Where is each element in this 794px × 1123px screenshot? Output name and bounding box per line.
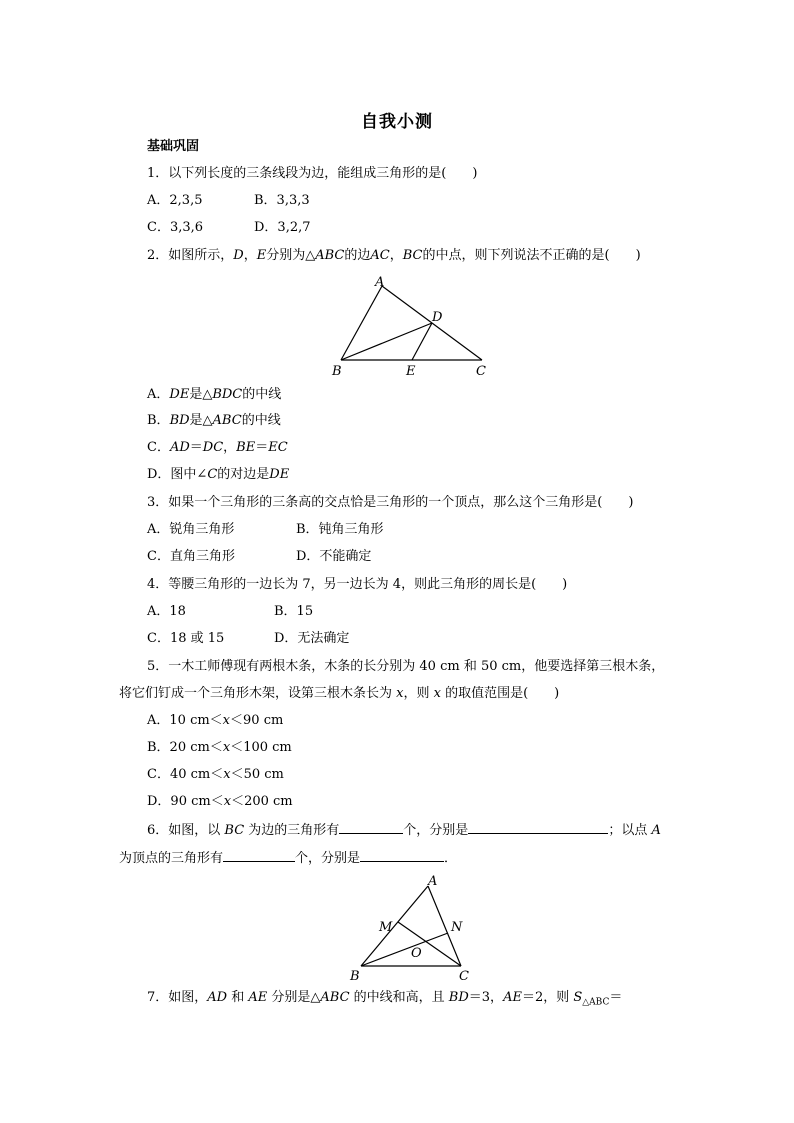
q4-option-a: A．18: [147, 604, 186, 619]
page-title: 自我小测: [361, 112, 433, 132]
section-heading: 基础巩固: [147, 139, 200, 154]
q1-option-b: B．3,3,3: [254, 193, 310, 208]
q4-option-d: D．无法确定: [274, 631, 350, 646]
q1-option-a: A．2,3,5: [147, 193, 203, 208]
q7-stem: 7．如图，AD 和 AE 分别是△ABC 的中线和高，且 BD＝3，AE＝2，则 $S_{\triangle ABC}=$: [147, 990, 623, 1008]
q2-option-b: B．BD是△ABC的中线: [147, 413, 281, 428]
label-n: N: [451, 920, 463, 935]
q3-option-d: D．不能确定: [296, 549, 372, 564]
segment-ab: [341, 286, 382, 360]
q4-option-b: B．15: [274, 604, 314, 619]
q2-option-d: D．图中∠C的对边是DE: [147, 467, 290, 482]
q5-option-b: B．20 cm＜x＜100 cm: [147, 740, 292, 755]
triangle-mno-figure: [345, 872, 480, 984]
q6-blank-3[interactable]: [223, 848, 295, 862]
q5-option-c: C．40 cm＜x＜50 cm: [147, 767, 284, 782]
q6-blank-1[interactable]: [339, 820, 403, 834]
q1-stem: 1．以下列长度的三条线段为边，能组成三角形的是( ): [147, 166, 478, 181]
segment-bd: [341, 323, 432, 360]
q4-stem: 4．等腰三角形的一边长为 7，另一边长为 4，则此三角形的周长是( ): [147, 577, 568, 592]
label-a: A: [375, 275, 385, 290]
label-o: O: [411, 946, 422, 961]
segment-de: [412, 323, 432, 360]
q6-blank-2[interactable]: [468, 820, 608, 834]
q2-option-a: A．DE是△BDC的中线: [147, 387, 282, 402]
q4-option-c: C．18 或 15: [147, 631, 225, 646]
q5-option-d: D．90 cm＜x＜200 cm: [147, 794, 293, 809]
triangle-abc-figure: [330, 272, 500, 380]
label-m: M: [379, 920, 393, 935]
label-c: C: [476, 364, 486, 379]
q3-option-c: C．直角三角形: [147, 549, 235, 564]
q6-line2: 为顶点的三角形有 个，分别是 ．: [119, 848, 457, 868]
label-e: E: [406, 364, 416, 379]
q5-option-a: A．10 cm＜x＜90 cm: [147, 713, 284, 728]
label-b: B: [332, 364, 342, 379]
q3-option-a: A．锐角三角形: [147, 522, 235, 537]
label-c: C: [459, 969, 469, 984]
q3-option-b: B．钝角三角形: [296, 522, 384, 537]
q1-option-d: D．3,2,7: [254, 220, 311, 235]
q1-option-c: C．3,3,6: [147, 220, 204, 235]
q6-line1: 6．如图，以 BC 为边的三角形有 个，分别是 ；以点 A: [147, 820, 661, 840]
q5-stem-line1: 5．一木工师傅现有两根木条，木条的长分别为 40 cm 和 50 cm，他要选择第三根木条，: [147, 659, 665, 674]
label-a: A: [428, 874, 438, 889]
q2-option-c: C．AD＝DC，BE＝EC: [147, 440, 288, 455]
q3-stem: 3．如果一个三角形的三条高的交点恰是三角形的一个顶点，那么这个三角形是( ): [147, 495, 634, 510]
q6-blank-4[interactable]: [360, 848, 444, 862]
q2-stem: 2．如图所示，D，E分别为△ABC的边AC，BC的中点，则下列说法不正确的是( ): [147, 248, 641, 263]
label-d: D: [432, 310, 443, 325]
q5-stem-line2: 将它们钉成一个三角形木架，设第三根木条长为 x，则 x 的取值范围是( ): [119, 686, 560, 701]
label-b: B: [350, 969, 360, 984]
